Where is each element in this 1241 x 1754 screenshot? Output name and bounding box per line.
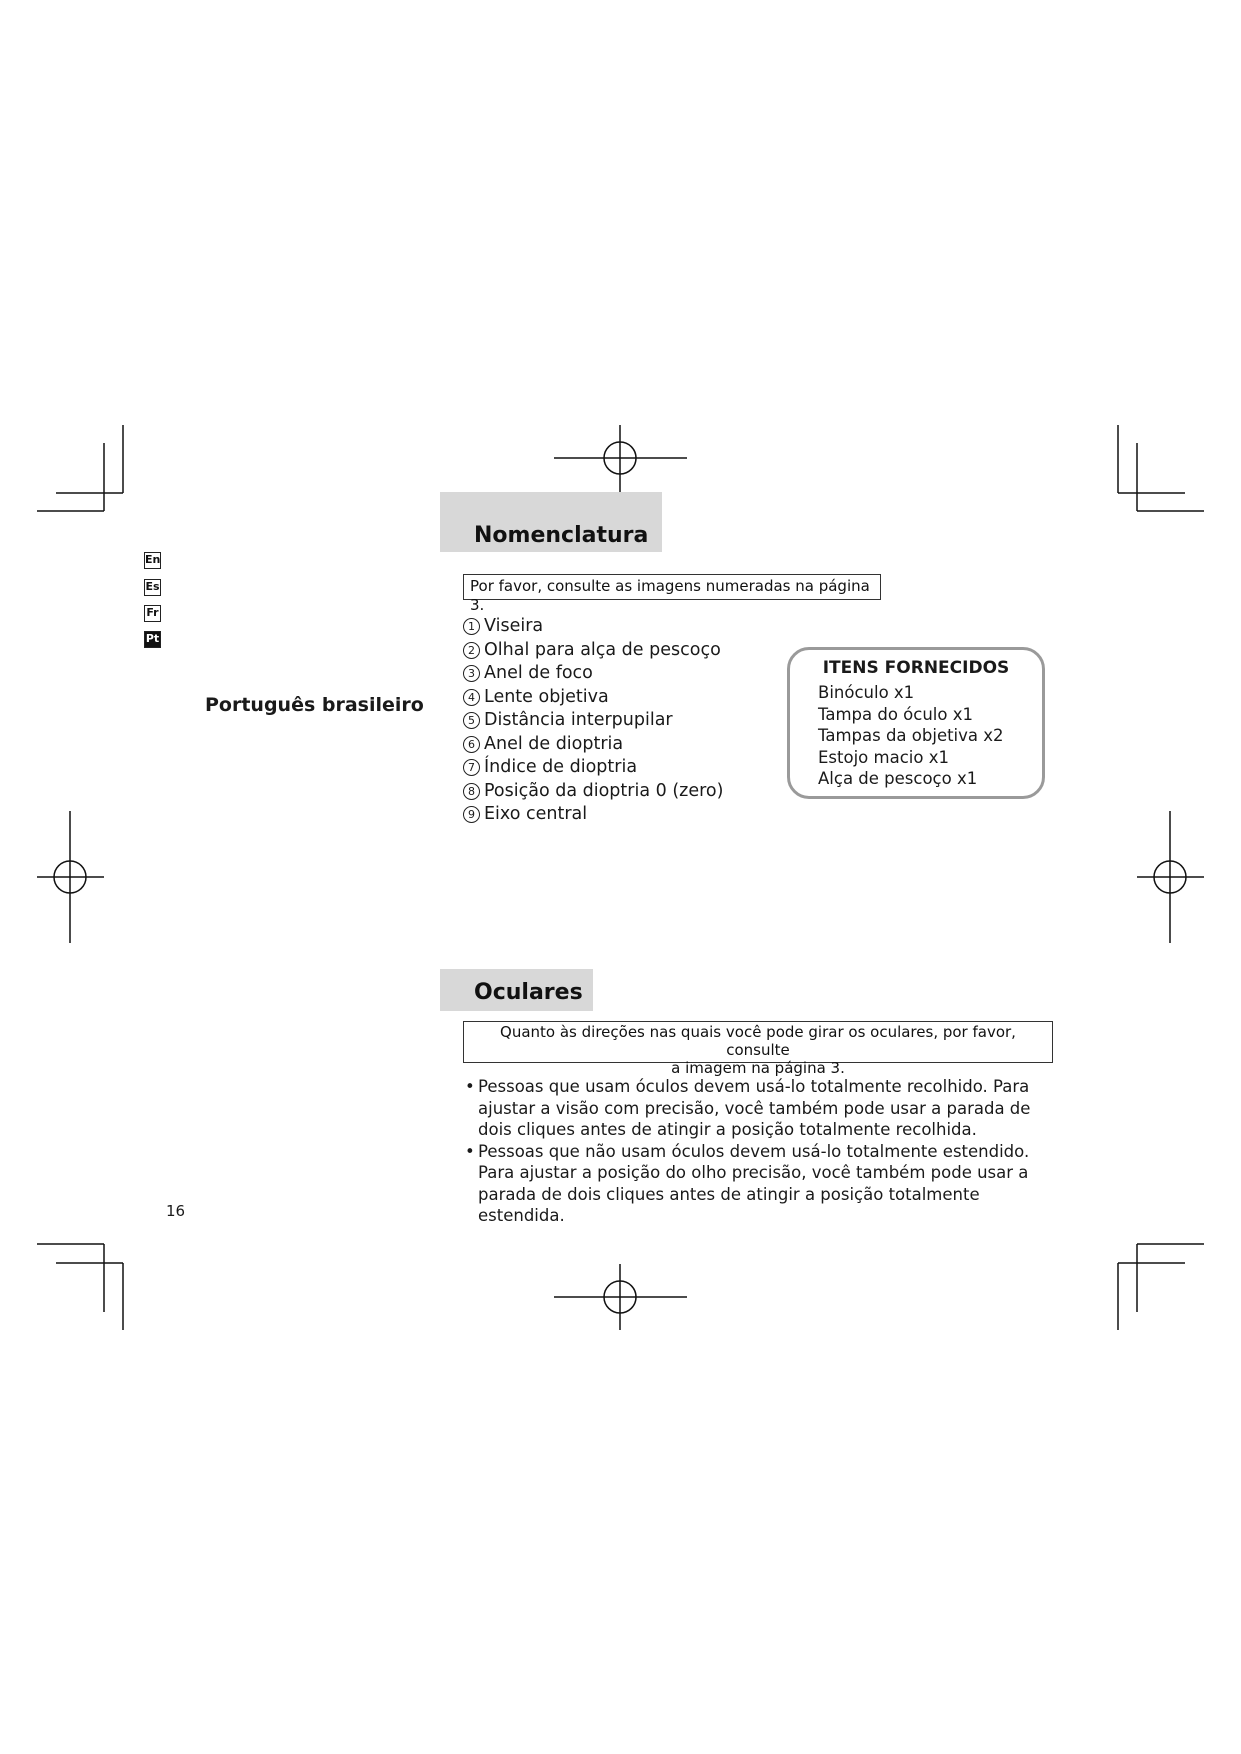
number-badge: 8 xyxy=(463,783,480,800)
list-item xyxy=(463,709,723,733)
number-badge: 4 xyxy=(463,689,480,706)
nomenclature-list xyxy=(463,615,723,827)
list-item xyxy=(463,662,723,686)
language-tab-pt[interactable]: Pt xyxy=(144,631,161,648)
eyepieces-note-line1: Quanto às direções nas quais você pode girar os oculares, por favor, consulte xyxy=(500,1023,1016,1059)
list-item: Tampas da objetiva x2 xyxy=(818,726,1004,745)
eyepieces-note-line2: a imagem na página 3. xyxy=(671,1059,845,1077)
list-item xyxy=(463,780,723,804)
number-badge: 2 xyxy=(463,642,480,659)
supplied-items-list xyxy=(818,682,1004,790)
list-item xyxy=(463,756,723,780)
list-item xyxy=(463,639,723,663)
list-item xyxy=(463,733,723,757)
list-item-label: Distância interpupilar xyxy=(484,710,673,730)
list-item-label: Anel de foco xyxy=(484,663,593,683)
eyepieces-bullets xyxy=(465,1076,1055,1227)
supplied-items-box xyxy=(787,647,1045,799)
number-badge: 9 xyxy=(463,806,480,823)
number-badge: 6 xyxy=(463,736,480,753)
language-tab-en[interactable]: En xyxy=(144,552,161,569)
nomenclature-note: Por favor, consulte as imagens numeradas na página 3. xyxy=(463,574,881,600)
list-item-label: Lente objetiva xyxy=(484,686,609,707)
list-item-label: Olhal para alça de pescoço xyxy=(484,639,721,660)
language-tab-fr[interactable]: Fr xyxy=(144,605,161,622)
list-item-label: Eixo central xyxy=(484,804,588,824)
number-badge: 7 xyxy=(463,759,480,776)
eyepieces-title: Oculares xyxy=(474,980,583,1005)
list-item xyxy=(463,686,723,710)
list-item xyxy=(463,803,723,827)
nomenclature-title: Nomenclatura xyxy=(474,523,649,548)
supplied-items-title: ITENS FORNECIDOS xyxy=(822,658,1010,678)
list-item xyxy=(463,615,723,639)
bullet-item: • Pessoas que não usam óculos devem usá-lo totalmente estendido. Para ajustar a posição do olho precisão, você também pode usar a parada de dois cliques antes de atingir a posição totalmente estendida. xyxy=(465,1141,1055,1227)
number-badge: 1 xyxy=(463,618,480,635)
language-name: Português brasileiro xyxy=(205,694,424,716)
list-item: Estojo macio x1 xyxy=(818,747,949,767)
language-tab-es[interactable]: Es xyxy=(144,579,161,596)
list-item-label: Posição da dioptria 0 (zero) xyxy=(484,780,724,801)
bullet-item: • Pessoas que usam óculos devem usá-lo totalmente recolhido. Para ajustar a visão com precisão, você também pode usar a parada de dois cliques antes de atingir a posição totalmente recolhida. xyxy=(465,1076,1055,1141)
eyepieces-note xyxy=(463,1021,1053,1077)
number-badge: 5 xyxy=(463,712,480,729)
list-item: Alça de pescoço x1 xyxy=(818,769,978,788)
list-item-label: Viseira xyxy=(484,616,544,636)
list-item-label: Anel de dioptria xyxy=(484,733,624,754)
list-item-label: Índice de dioptria xyxy=(484,757,638,777)
page-number: 16 xyxy=(166,1202,186,1220)
list-item: Tampa do óculo x1 xyxy=(818,704,973,724)
list-item: Binóculo x1 xyxy=(818,683,915,702)
number-badge: 3 xyxy=(463,665,480,682)
